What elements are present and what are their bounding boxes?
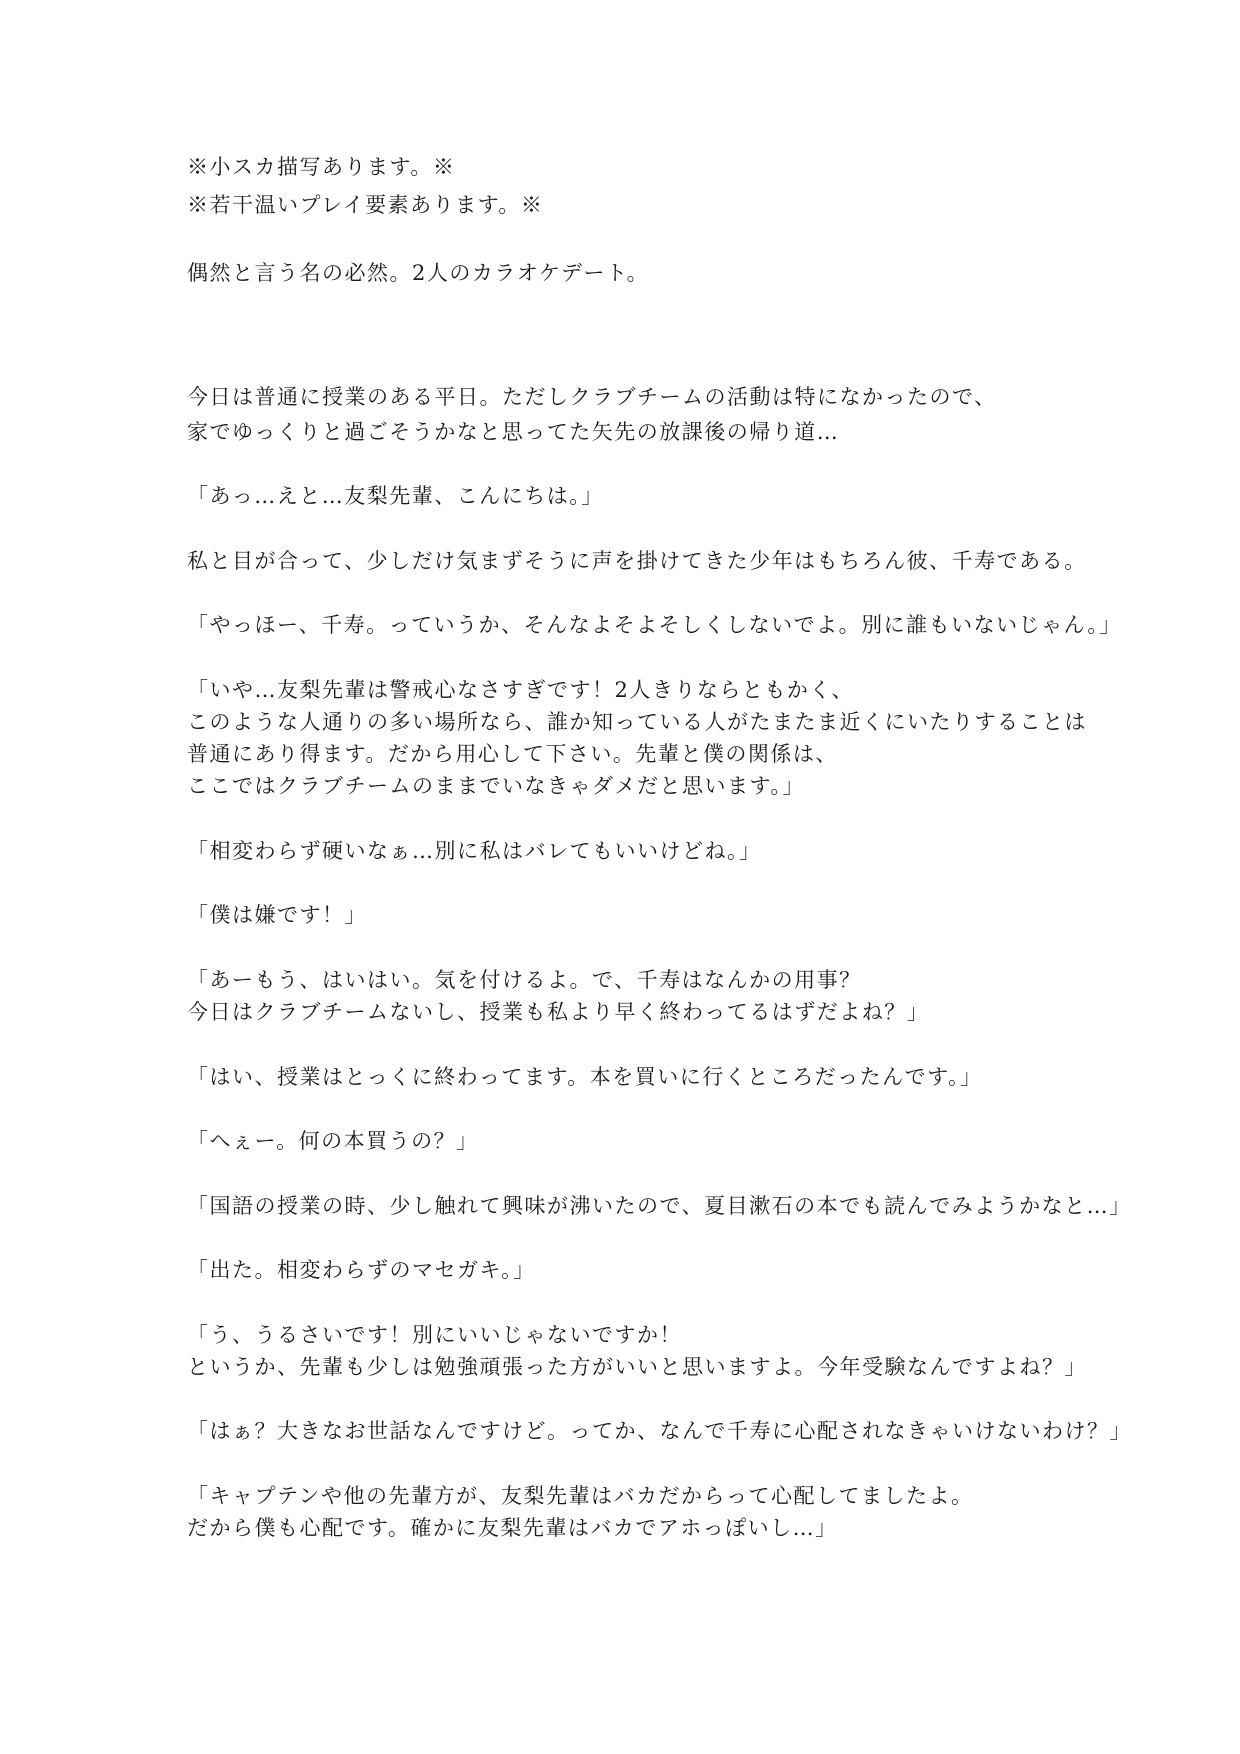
- dialogue-line: 「いや…友梨先輩は警戒心なさすぎです！2人きりならともかく、: [187, 678, 854, 702]
- dialogue-line: 普通にあり得ます。だから用心して下さい。先輩と僕の関係は、: [187, 742, 838, 766]
- dialogue-line: 「へぇー。何の本買うの？」: [187, 1129, 479, 1153]
- body-line: 今日は普通に授業のある平日。ただしクラブチームの活動は特になかったので、: [187, 385, 997, 409]
- story-subtitle: 偶然と言う名の必然。2人のカラオケデート。: [187, 261, 650, 285]
- dialogue-line: 「やっほー、千寿。っていうか、そんなよそよそしくしないでよ。別に誰もいないじゃん。」: [187, 613, 1122, 637]
- content-note-2: ※若干温いプレイ要素あります。※: [187, 193, 544, 217]
- dialogue-line: 「あーもう、はいはい。気を付けるよ。で、千寿はなんかの用事？: [187, 968, 862, 992]
- dialogue-line: 「キャプテンや他の先輩方が、友梨先輩はバカだからって心配してましたよ。: [187, 1484, 974, 1508]
- dialogue-line: 「はぁ？大きなお世話なんですけど。ってか、なんで千寿に心配されなきゃいけないわけ？」: [187, 1419, 1132, 1443]
- dialogue-line: 「あっ…えと…友梨先輩、こんにちは。」: [187, 484, 604, 508]
- content-note-1: ※小スカ描写あります。※: [187, 155, 456, 179]
- dialogue-line: というか、先輩も少しは勉強頑張った方がいいと思いますよ。今年受験なんですよね？」: [187, 1355, 1087, 1379]
- dialogue-line: 今日はクラブチームないし、授業も私より早く終わってるはずだよね？」: [187, 1000, 930, 1024]
- dialogue-line: だから僕も心配です。確かに友梨先輩はバカでアホっぽいし…」: [187, 1516, 838, 1540]
- dialogue-line: 「僕は嫌です！」: [187, 903, 367, 927]
- dialogue-line: 「出た。相変わらずのマセガキ。」: [187, 1258, 536, 1282]
- dialogue-line: 「はい、授業はとっくに終わってます。本を買いに行くところだったんです。」: [187, 1065, 983, 1089]
- dialogue-line: ここではクラブチームのままでいなきゃダメだと思います。」: [187, 774, 805, 798]
- dialogue-line: このような人通りの多い場所なら、誰か知っている人がたまたま近くにいたりすることは: [187, 710, 1087, 734]
- dialogue-line: 「う、うるさいです！別にいいじゃないですか！: [187, 1323, 682, 1347]
- body-line: 家でゆっくりと過ごそうかなと思ってた矢先の放課後の帰り道…: [187, 420, 840, 444]
- body-line: 私と目が合って、少しだけ気まずそうに声を掛けてきた少年はもちろん彼、千寿である。: [187, 549, 1087, 573]
- dialogue-line: 「相変わらず硬いなぁ…別に私はバレてもいいけどね。」: [187, 839, 762, 863]
- dialogue-line: 「国語の授業の時、少し触れて興味が沸いたので、夏目漱石の本でも読んでみようかなと…」: [187, 1194, 1132, 1218]
